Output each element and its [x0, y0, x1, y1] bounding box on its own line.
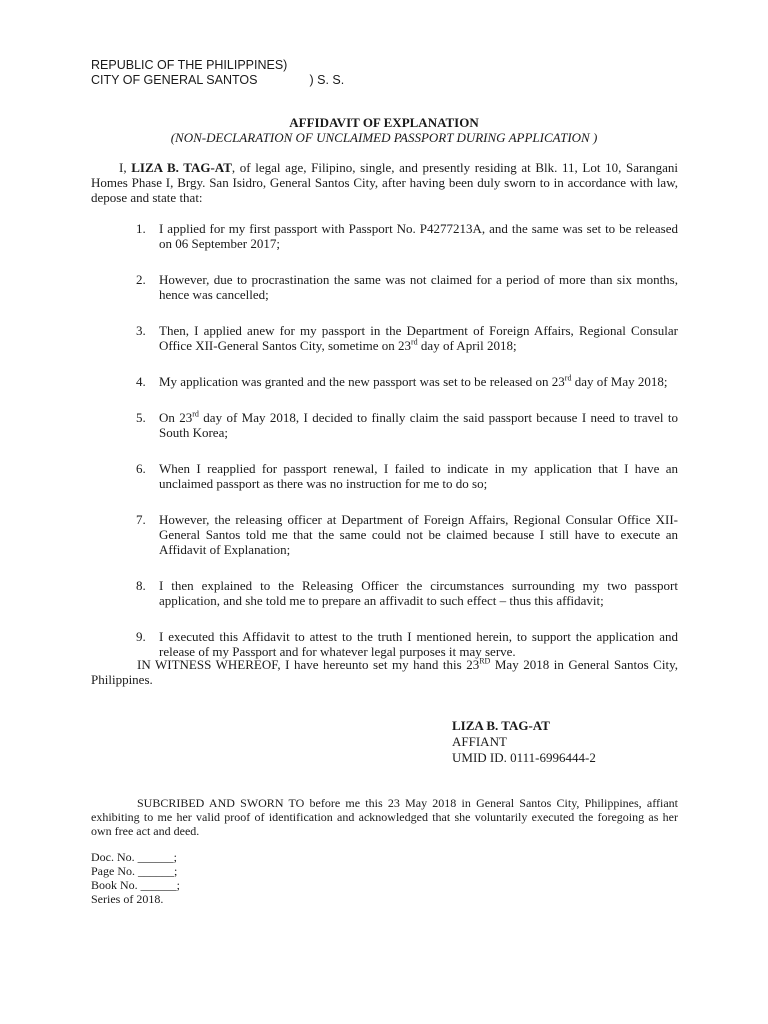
- statement-text: I then explained to the Releasing Officer the circumstances surrounding my two passport application, and she told me to prepare an affivadit to such effect – thus this affidavit;: [159, 578, 678, 608]
- statement-text: On 23: [159, 410, 193, 425]
- statement-number: 7.: [136, 512, 146, 527]
- doc-no: Doc. No. ______;: [91, 850, 177, 864]
- statement-text-cont: day of April 2018;: [417, 338, 517, 353]
- affiant-umid: UMID ID. 0111-6996444-2: [452, 750, 596, 765]
- statement-number: 8.: [136, 578, 146, 593]
- ordinal-suffix: rd: [411, 337, 418, 347]
- statement-number: 6.: [136, 461, 146, 476]
- statement-text: However, the releasing officer at Department of Foreign Affairs, Regional Consular Office XII-General Santos told me that the same could not be claimed because I still have to execute an Affidavit of Explanation;: [159, 512, 678, 557]
- witness-text-b: May 2018 in General Santos City, Philippines.: [91, 657, 678, 687]
- document-title: AFFIDAVIT OF EXPLANATION: [289, 115, 479, 130]
- affiant-name-intro: LIZA B. TAG-AT: [131, 160, 232, 175]
- intro-paragraph: [91, 160, 678, 205]
- venue-city: CITY OF GENERAL SANTOS: [91, 73, 258, 87]
- venue-line-republic: REPUBLIC OF THE PHILIPPINES): [91, 58, 288, 72]
- affiant-block: [452, 718, 596, 766]
- document-subtitle: (NON-DECLARATION OF UNCLAIMED PASSPORT DURING APPLICATION ): [170, 130, 598, 145]
- book-no: Book No. ______;: [91, 878, 181, 892]
- statement-item: [91, 512, 678, 557]
- intro-pre: I,: [119, 160, 132, 175]
- affiant-role: AFFIANT: [452, 734, 507, 749]
- statement-item: [91, 374, 678, 389]
- statement-number: 3.: [136, 323, 146, 338]
- statement-text: When I reapplied for passport renewal, I failed to indicate in my application that I have an unclaimed passport as there was no instruction for me to do so;: [159, 461, 678, 491]
- statement-number: 9.: [136, 629, 146, 644]
- statement-text: However, due to procrastination the same was not claimed for a period of more than six months, hence was cancelled;: [159, 272, 678, 302]
- page-no: Page No. ______;: [91, 864, 178, 878]
- statement-text-cont: day of May 2018, I decided to finally claim the said passport because I need to travel to South Korea;: [159, 410, 679, 440]
- statement-item: [91, 629, 678, 659]
- statement-list: [91, 221, 678, 659]
- statement-number: 2.: [136, 272, 146, 287]
- venue-header: [91, 58, 344, 88]
- statement-item: [91, 272, 678, 302]
- series: Series of 2018.: [91, 892, 164, 906]
- notarial-register: [91, 850, 180, 906]
- jurat-paragraph: SUBCRIBED AND SWORN TO before me this 23 May 2018 in General Santos City, Philippines, affiant exhibiting to me her valid proof of identification and acknowledged that she voluntarily executed the foregoing as her own free act and deed.: [91, 796, 678, 838]
- ordinal-suffix: rd: [564, 373, 572, 383]
- statement-number: 1.: [136, 221, 146, 236]
- statement-text: I executed this Affidavit to attest to the truth I mentioned herein, to support the application and release of my Passport and for whatever legal purposes it may serve.: [159, 629, 678, 659]
- intro-post: , of legal age, Filipino, single, and presently residing at Blk. 11, Lot 10, Sarangani Homes Phase I, Brgy. San Isidro, General Santos City, after having been duly sworn to in accordance with law, depose and state that:: [91, 160, 678, 205]
- statement-number: 5.: [136, 410, 146, 425]
- statement-item: [91, 221, 678, 251]
- venue-line-city: [91, 73, 344, 88]
- statement-item: [91, 410, 678, 440]
- statement-item: [91, 578, 678, 608]
- statement-text-cont: day of May 2018;: [571, 374, 668, 389]
- witness-text-a: IN WITNESS WHEREOF, I have hereunto set my hand this 23: [137, 657, 480, 672]
- ordinal-suffix: rd: [192, 409, 199, 419]
- statement-item: [91, 461, 678, 491]
- venue-ss: ) S. S.: [309, 73, 345, 87]
- affiant-name: LIZA B. TAG-AT: [452, 718, 550, 733]
- witness-sup: RD: [479, 656, 491, 666]
- witness-paragraph: [91, 657, 678, 687]
- statement-item: [91, 323, 678, 353]
- statement-number: 4.: [136, 374, 146, 389]
- statement-text: My application was granted and the new passport was set to be released on 23: [159, 374, 565, 389]
- statement-text: I applied for my first passport with Passport No. P4277213A, and the same was set to be released on 06 September 2017;: [159, 221, 678, 251]
- statement-text: Then, I applied anew for my passport in the Department of Foreign Affairs, Regional Consular Office XII-General Santos City, sometime on 23: [159, 323, 678, 353]
